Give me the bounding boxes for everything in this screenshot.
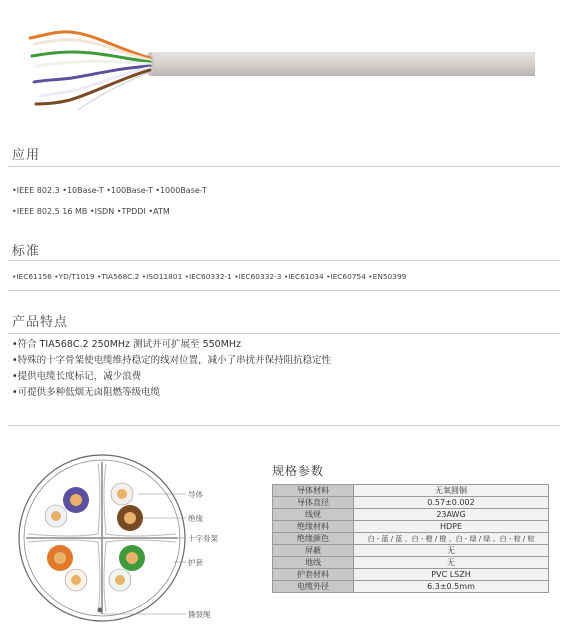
label-ripcord: 撕裂绳 <box>188 610 211 619</box>
spec-key: 绝缘材料 <box>273 521 354 533</box>
spec-value: 0.57±0.002 <box>354 497 549 509</box>
features-title: 产品特点 <box>12 315 69 330</box>
spec-value: PVC LSZH <box>354 569 549 581</box>
spec-key: 线规 <box>273 509 354 521</box>
feature-item: •可提供多种低烟无卤阻燃等级电缆 <box>12 387 161 398</box>
label-insulation: 绝缘 <box>188 514 203 523</box>
divider <box>8 166 560 167</box>
label-conductor: 导体 <box>188 490 203 499</box>
spec-key: 导体材料 <box>273 485 354 497</box>
spec-table <box>272 484 549 593</box>
spec-title: 规格参数 <box>272 464 325 478</box>
table-row <box>273 497 549 509</box>
feature-item: •特殊的十字骨架使电缆维持稳定的线对位置，减小了串扰并保持阻抗稳定性 <box>12 355 332 366</box>
label-jacket: 护套 <box>188 558 203 567</box>
divider <box>8 290 560 291</box>
table-row <box>273 533 549 545</box>
feature-item: •提供电缆长度标记，减少浪费 <box>12 371 142 382</box>
divider <box>8 425 560 426</box>
table-row <box>273 509 549 521</box>
table-row <box>273 521 549 533</box>
spec-key: 电缆外径 <box>273 581 354 593</box>
feature-item: •符合 TIA568C.2 250MHz 测试并可扩展至 550MHz <box>12 339 242 350</box>
spec-value: 无氧圆铜 <box>354 485 549 497</box>
table-row <box>273 557 549 569</box>
spec-value: 白 - 蓝 / 蓝 、白 - 橙 / 橙 、白 - 绿 / 绿 、白 - 棕 / 棕 <box>354 533 549 545</box>
features-list <box>12 337 331 401</box>
spec-value: 无 <box>354 545 549 557</box>
application-line-2: •IEEE 802.5 16 MB •ISDN •TPDDI •ATM <box>12 207 170 216</box>
label-cross-filler: 十字骨架 <box>188 534 218 543</box>
spec-value: 无 <box>354 557 549 569</box>
spec-key: 护套材料 <box>273 569 354 581</box>
table-row <box>273 545 549 557</box>
table-row <box>273 581 549 593</box>
cable-cross-section-diagram <box>14 450 264 630</box>
application-title: 应用 <box>12 148 41 163</box>
spec-key: 导体直径 <box>273 497 354 509</box>
spec-value: HDPE <box>354 521 549 533</box>
divider <box>8 333 560 334</box>
spec-key: 绝缘颜色 <box>273 533 354 545</box>
table-row <box>273 485 549 497</box>
table-row <box>273 569 549 581</box>
application-line-1: •IEEE 802.3 •10Base-T •100Base-T •1000Base-T <box>12 186 207 195</box>
standards-line-1: •IEC61156 •YD/T1019 •TIA568C.2 •ISO11801 •IEC60332-1 •IEC60332-3 •IEC61034 •IEC60754 •EN50399 <box>12 272 407 281</box>
spec-key: 地线 <box>273 557 354 569</box>
standards-title: 标准 <box>12 244 41 259</box>
spec-value: 23AWG <box>354 509 549 521</box>
spec-value: 6.3±0.5mm <box>354 581 549 593</box>
spec-key: 屏蔽 <box>273 545 354 557</box>
cable-photo <box>0 0 565 125</box>
divider <box>8 260 560 261</box>
